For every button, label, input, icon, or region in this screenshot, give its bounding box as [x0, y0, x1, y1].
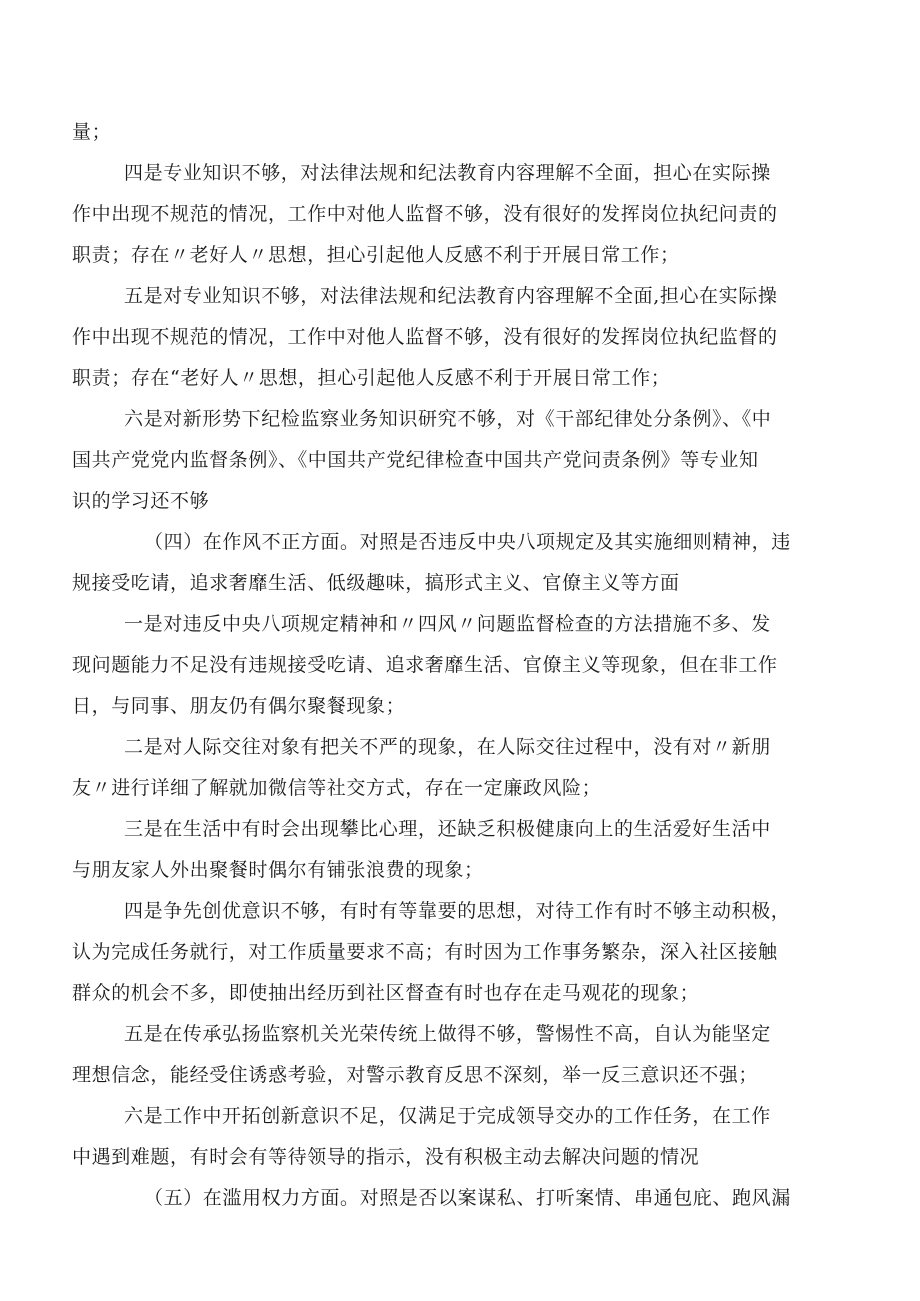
text-line: 作中出现不规范的情况，工作中对他人监督不够，没有很好的发挥岗位执纪问责的 — [72, 203, 778, 225]
text-line: 中遇到难题，有时会有等待领导的指示，没有积极主动去解决问题的情况 — [72, 1146, 700, 1168]
text-line: 职责；存在〃老好人〃思想，担心引起他人反感不利于开展日常工作； — [72, 244, 680, 266]
text-line: 识的学习还不够 — [72, 490, 210, 512]
text-line: 日，与同事、朋友仍有偶尔聚餐现象； — [72, 695, 406, 717]
text-line: 量； — [72, 121, 112, 143]
text-line: 四是专业知识不够，对法律法规和纪法教育内容理解不全面，担心在实际操 — [124, 162, 771, 184]
text-line: 一是对违反中央八项规定精神和〃四风〃问题监督检查的方法措施不多、发 — [124, 613, 771, 635]
document-body — [72, 112, 852, 1219]
text-line: 职责；存在“老好人〃思想，担心引起他人反感不利于开展日常工作； — [72, 367, 671, 389]
text-line: 五是对专业知识不够，对法律法规和纪法教育内容理解不全面,担心在实际操 — [124, 285, 778, 307]
text-line: 友〃进行详细了解就加微信等社交方式，存在一定廉政风险； — [72, 777, 602, 799]
text-line: 与朋友家人外出聚餐时偶尔有铺张浪费的现象； — [72, 859, 484, 881]
text-line: 认为完成任务就行，对工作质量要求不高；有时因为工作事务繁杂，深入社区接触 — [72, 941, 778, 963]
text-line: 四是争先创优意识不够，有时有等靠要的思想，对待工作有时不够主动积极， — [124, 900, 791, 922]
text-line: 作中出现不规范的情况，工作中对他人监督不够，没有很好的发挥岗位执纪监督的 — [72, 326, 778, 348]
section-heading: （四）在作风不正方面。对照是否违反中央八项规定及其实施细则精神，违 — [144, 531, 791, 553]
text-line: 二是对人际交往对象有把关不严的现象，在人际交往过程中，没有对〃新朋 — [124, 736, 771, 758]
text-line: 六是对新形势下纪检监察业务知识研究不够，对《干部纪律处分条例》、《中 — [124, 408, 772, 430]
text-line: 现问题能力不足没有违规接受吃请、追求奢靡生活、官僚主义等现象，但在非工作 — [72, 654, 778, 676]
section-heading: （五）在滥用权力方面。对照是否以案谋私、打听案情、串通包庇、跑风漏 — [144, 1187, 791, 1209]
text-line: 三是在生活中有时会出现攀比心理，还缺乏积极健康向上的生活爱好生活中 — [124, 818, 771, 840]
text-line: 国共产党党内监督条例》、《中国共产党纪律检查中国共产党问责条例》等专业知 — [72, 449, 759, 471]
text-line: 六是工作中开拓创新意识不足，仅满足于完成领导交办的工作任务，在工作 — [124, 1105, 771, 1127]
text-line: 理想信念，能经受住诱惑考验，对警示教育反思不深刻，举一反三意识还不强； — [72, 1064, 759, 1086]
text-line: 五是在传承弘扬监察机关光荣传统上做得不够，警惕性不高，自认为能坚定 — [124, 1023, 771, 1045]
text-line: 群众的机会不多，即使抽出经历到社区督查有时也存在走马观花的现象； — [72, 982, 700, 1004]
text-line: 规接受吃请，追求奢靡生活、低级趣味，搞形式主义、官僚主义等方面 — [72, 572, 680, 594]
